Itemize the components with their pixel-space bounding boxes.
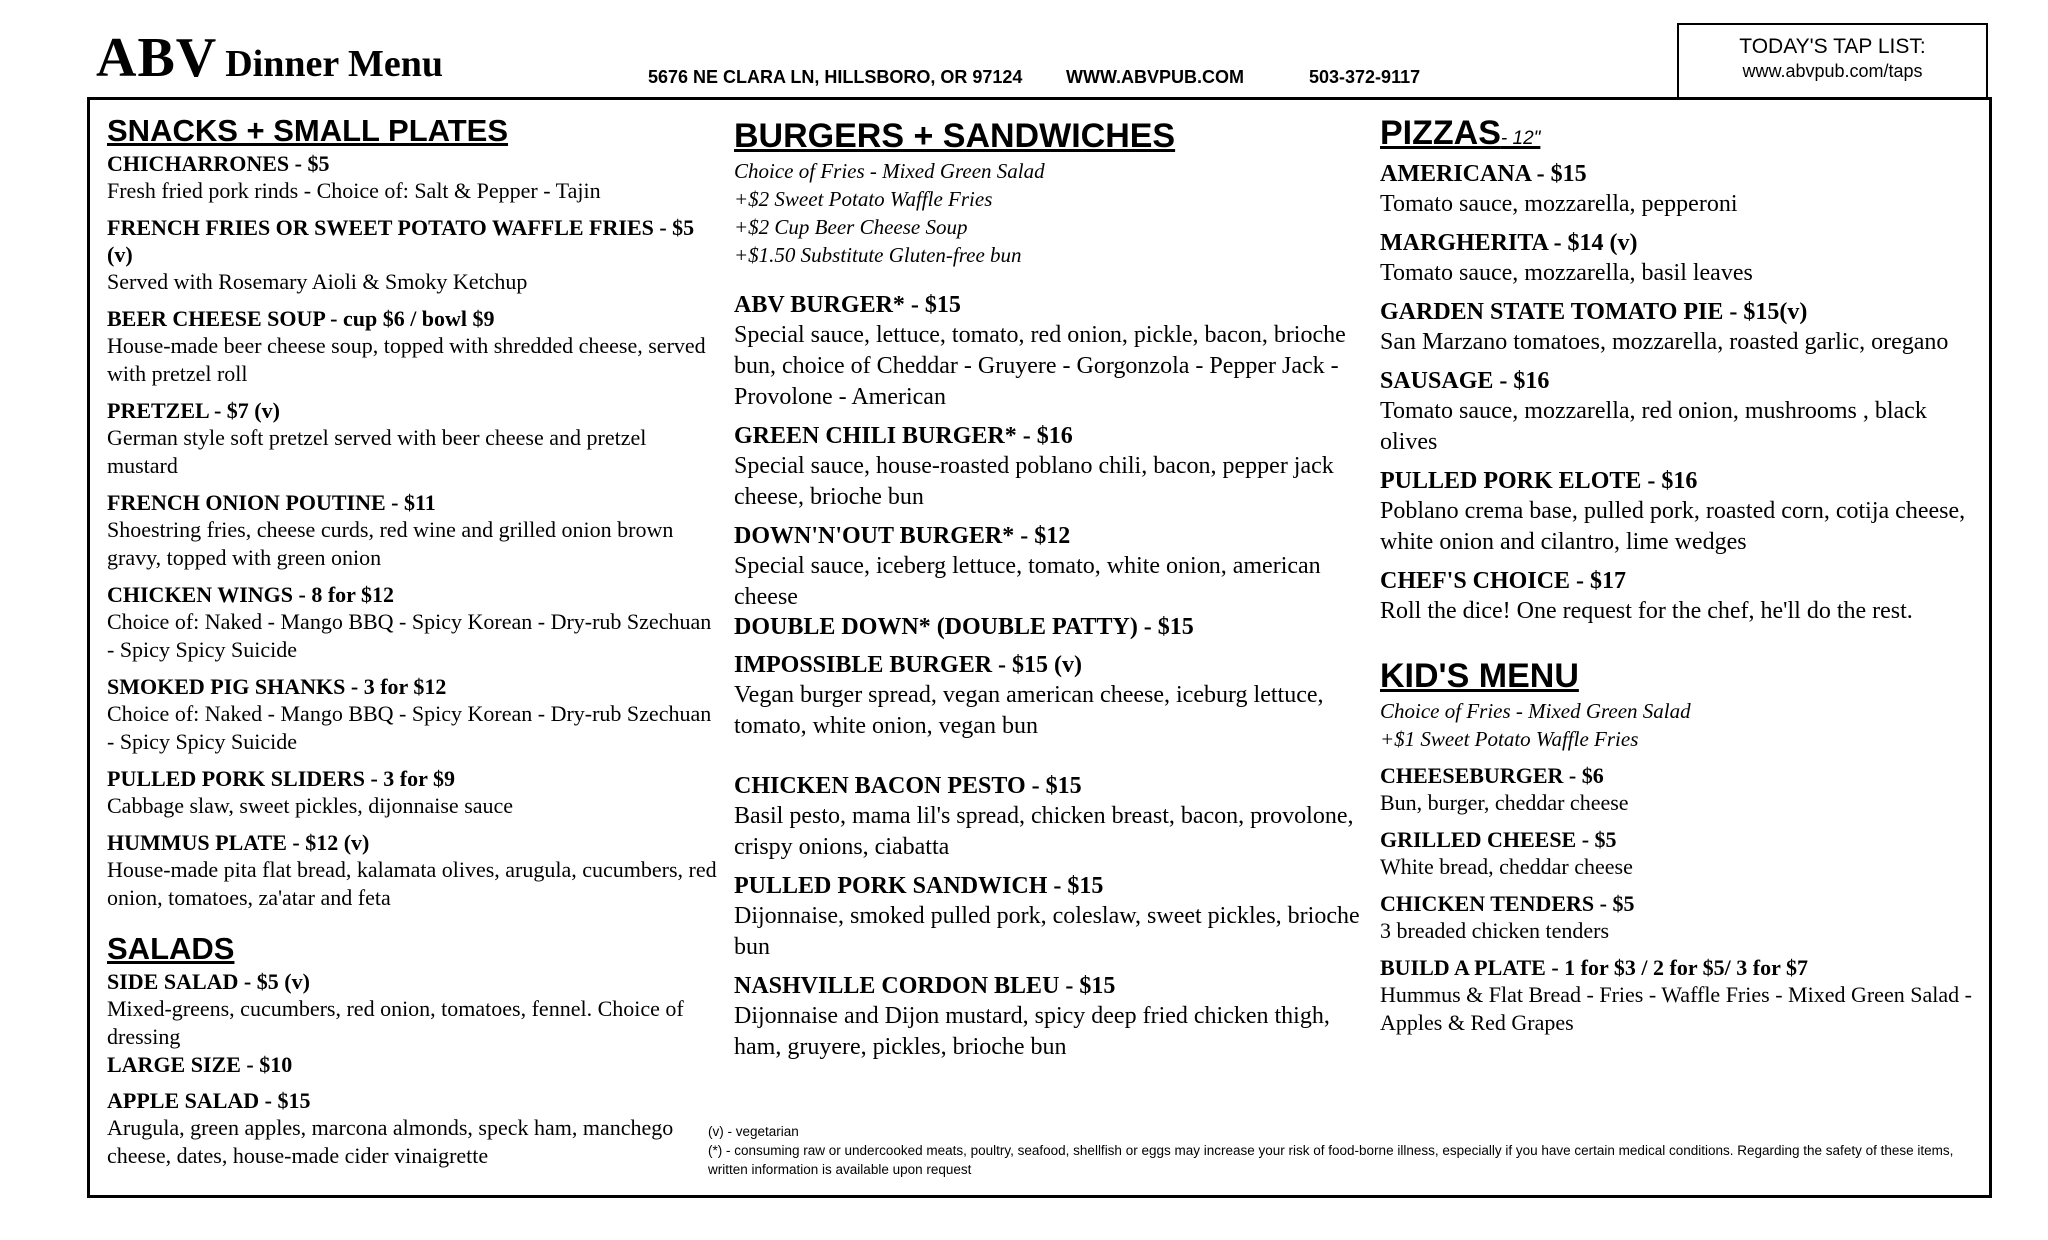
item-name: APPLE SALAD - $15	[107, 1088, 311, 1113]
item-name: FRENCH ONION POUTINE - $11	[107, 490, 436, 515]
item-extra: DOUBLE DOWN* (DOUBLE PATTY) - $15	[734, 614, 1194, 640]
item-name: PULLED PORK SLIDERS - 3 for $9	[107, 766, 455, 791]
footer-notes	[708, 1122, 1984, 1179]
item-name: ABV BURGER* - $15	[734, 292, 961, 318]
item-desc: Cabbage slaw, sweet pickles, dijonnaise sauce	[107, 793, 514, 818]
menu-item	[734, 772, 1364, 863]
item-desc: Fresh fried pork rinds - Choice of: Salt & Pepper - Tajin	[107, 178, 601, 203]
item-name: BEER CHEESE SOUP - cup $6 / bowl $9	[107, 306, 495, 331]
item-name: DOWN'N'OUT BURGER* - $12	[734, 523, 1071, 549]
menu-item	[1380, 826, 1980, 881]
menu-item	[1380, 567, 1980, 627]
menu-item	[734, 872, 1364, 963]
menu-item	[107, 214, 717, 296]
item-desc: Basil pesto, mama lil's spread, chicken breast, bacon, provolone, crispy onions, ciabatta	[734, 803, 1354, 860]
note-line: +$1 Sweet Potato Waffle Fries	[1380, 727, 1639, 751]
website-link[interactable]: WWW.ABVPUB.COM	[1066, 67, 1244, 87]
item-name: CHICKEN WINGS - 8 for $12	[107, 582, 395, 607]
tap-list-url[interactable]: www.abvpub.com/taps	[1742, 61, 1923, 81]
vegetarian-note: (v) - vegetarian	[708, 1124, 799, 1139]
item-name: CHICKEN TENDERS - $5	[1380, 891, 1635, 916]
menu-item	[1380, 298, 1980, 358]
item-desc: German style soft pretzel served with beer cheese and pretzel mustard	[107, 425, 647, 478]
menu-item	[734, 651, 1364, 742]
menu-item	[107, 673, 717, 756]
item-desc: Bun, burger, cheddar cheese	[1380, 790, 1629, 815]
item-desc: Mixed-greens, cucumbers, red onion, tomatoes, fennel. Choice of dressing	[107, 996, 684, 1049]
tap-list-box	[1677, 23, 1988, 97]
item-name: MARGHERITA - $14 (v)	[1380, 230, 1638, 256]
menu-item	[107, 765, 717, 820]
item-desc: Poblano crema base, pulled pork, roasted corn, cotija cheese, white onion and cilantro, lime wedges	[1380, 498, 1966, 555]
item-desc: Served with Rosemary Aioli & Smoky Ketchup	[107, 269, 528, 294]
item-name: CHEESEBURGER - $6	[1380, 763, 1604, 788]
item-name: SIDE SALAD - $5 (v)	[107, 969, 310, 994]
item-name: SAUSAGE - $16	[1380, 368, 1550, 394]
menu-item	[734, 972, 1364, 1063]
item-name: PRETZEL - $7 (v)	[107, 398, 280, 423]
section-title-burgers: BURGERS + SANDWICHES	[734, 117, 1176, 155]
menu-item	[107, 968, 717, 1078]
note-line: +$1.50 Substitute Gluten-free bun	[734, 243, 1022, 267]
menu-item	[107, 489, 717, 572]
item-name: GREEN CHILI BURGER* - $16	[734, 423, 1073, 449]
menu-title: Dinner Menu	[225, 43, 444, 85]
menu-item	[1380, 160, 1980, 220]
item-desc: Choice of: Naked - Mango BBQ - Spicy Korean - Dry-rub Szechuan - Spicy Spicy Suicide	[107, 701, 712, 754]
item-name: CHEF'S CHOICE - $17	[1380, 568, 1627, 594]
menu-item	[1380, 890, 1980, 945]
item-desc: Dijonnaise and Dijon mustard, spicy deep fried chicken thigh, ham, gruyere, pickles, brioche bun	[734, 1003, 1330, 1060]
item-name: IMPOSSIBLE BURGER - $15 (v)	[734, 652, 1083, 678]
item-desc: House-made beer cheese soup, topped with shredded cheese, served with pretzel roll	[107, 333, 706, 386]
item-desc: San Marzano tomatoes, mozzarella, roasted garlic, oregano	[1380, 329, 1949, 355]
item-desc: 3 breaded chicken tenders	[1380, 918, 1610, 943]
brand-logo	[96, 26, 443, 90]
item-desc: Hummus & Flat Bread - Fries - Waffle Fries - Mixed Green Salad - Apples & Red Grapes	[1380, 982, 1972, 1035]
column-snacks-salads	[107, 112, 717, 1170]
item-desc: Special sauce, lettuce, tomato, red onion, pickle, bacon, brioche bun, choice of Cheddar - Gruyere - Gorgonzola - Pepper Jack - Provolone - American	[734, 322, 1346, 410]
menu-item	[107, 397, 717, 480]
item-name: CHICHARRONES - $5	[107, 151, 330, 176]
pizza-size: - 12"	[1500, 128, 1541, 149]
item-desc: Shoestring fries, cheese curds, red wine and grilled onion brown gravy, topped with green onion	[107, 517, 674, 570]
item-name: FRENCH FRIES OR SWEET POTATO WAFFLE FRIES - $5 (v)	[107, 215, 695, 267]
item-name: GARDEN STATE TOMATO PIE - $15(v)	[1380, 299, 1808, 325]
menu-item	[734, 422, 1364, 513]
item-name: PULLED PORK ELOTE - $16	[1380, 468, 1698, 494]
note-line: +$2 Sweet Potato Waffle Fries	[734, 187, 993, 211]
item-name: HUMMUS PLATE - $12 (v)	[107, 830, 370, 855]
menu-item	[1380, 954, 1980, 1037]
brand-name: ABV	[96, 27, 218, 89]
item-desc: Special sauce, iceberg lettuce, tomato, white onion, american cheese	[734, 553, 1321, 610]
item-extra: LARGE SIZE - $10	[107, 1052, 293, 1077]
menu-item	[107, 1087, 717, 1170]
menu-item	[107, 829, 717, 912]
raw-food-warning: (*) - consuming raw or undercooked meats, poultry, seafood, shellfish or eggs may increase your risk of food-borne illness, especially if you have certain medical conditions. Regarding the safety of these items, written information is available upon request	[708, 1143, 1954, 1177]
item-desc: Vegan burger spread, vegan american cheese, iceburg lettuce, tomato, white onion, vegan bun	[734, 682, 1324, 739]
item-desc: Tomato sauce, mozzarella, basil leaves	[1380, 260, 1753, 286]
address: 5676 NE CLARA LN, HILLSBORO, OR 97124	[648, 67, 1023, 87]
item-name: BUILD A PLATE - 1 for $3 / 2 for $5/ 3 for $7	[1380, 955, 1808, 980]
note-line: +$2 Cup Beer Cheese Soup	[734, 215, 968, 239]
item-desc: White bread, cheddar cheese	[1380, 854, 1633, 879]
menu-item	[1380, 467, 1980, 558]
menu-item	[107, 305, 717, 388]
item-name: GRILLED CHEESE - $5	[1380, 827, 1617, 852]
item-name: PULLED PORK SANDWICH - $15	[734, 873, 1104, 899]
item-name: NASHVILLE CORDON BLEU - $15	[734, 973, 1116, 999]
menu-item	[107, 150, 717, 205]
menu-item	[1380, 367, 1980, 458]
menu-item	[107, 581, 717, 664]
section-title-snacks: SNACKS + SMALL PLATES	[107, 113, 509, 148]
menu-item	[734, 291, 1364, 413]
section-title-pizzas	[1380, 112, 1980, 160]
menu-item	[1380, 762, 1980, 817]
column-pizzas-kids	[1380, 112, 1980, 1037]
item-desc: Roll the dice! One request for the chef, he'll do the rest.	[1380, 598, 1913, 624]
item-name: AMERICANA - $15	[1380, 161, 1587, 187]
item-desc: Tomato sauce, mozzarella, red onion, mushrooms , black olives	[1380, 398, 1927, 455]
item-desc: House-made pita flat bread, kalamata olives, arugula, cucumbers, red onion, tomatoes, za'atar and feta	[107, 857, 717, 910]
column-burgers	[734, 112, 1364, 1063]
item-desc: Arugula, green apples, marcona almonds, speck ham, manchego cheese, dates, house-made cider vinaigrette	[107, 1115, 674, 1168]
tap-list-label: TODAY'S TAP LIST:	[1739, 35, 1926, 58]
pizzas-title: PIZZAS	[1380, 114, 1501, 152]
section-title-kids: KID'S MENU	[1380, 657, 1579, 695]
item-name: CHICKEN BACON PESTO - $15	[734, 773, 1082, 799]
item-desc: Dijonnaise, smoked pulled pork, coleslaw, sweet pickles, brioche bun	[734, 903, 1360, 960]
note-line: Choice of Fries - Mixed Green Salad	[734, 159, 1045, 183]
item-desc: Special sauce, house-roasted poblano chili, bacon, pepper jack cheese, brioche bun	[734, 453, 1334, 510]
section-title-salads: SALADS	[107, 931, 235, 966]
item-name: SMOKED PIG SHANKS - 3 for $12	[107, 674, 447, 699]
item-desc: Tomato sauce, mozzarella, pepperoni	[1380, 191, 1738, 217]
menu-item	[734, 522, 1364, 642]
item-desc: Choice of: Naked - Mango BBQ - Spicy Korean - Dry-rub Szechuan - Spicy Spicy Suicide	[107, 609, 712, 662]
phone-number[interactable]: 503-372-9117	[1309, 67, 1421, 87]
note-line: Choice of Fries - Mixed Green Salad	[1380, 699, 1691, 723]
menu-item	[1380, 229, 1980, 289]
